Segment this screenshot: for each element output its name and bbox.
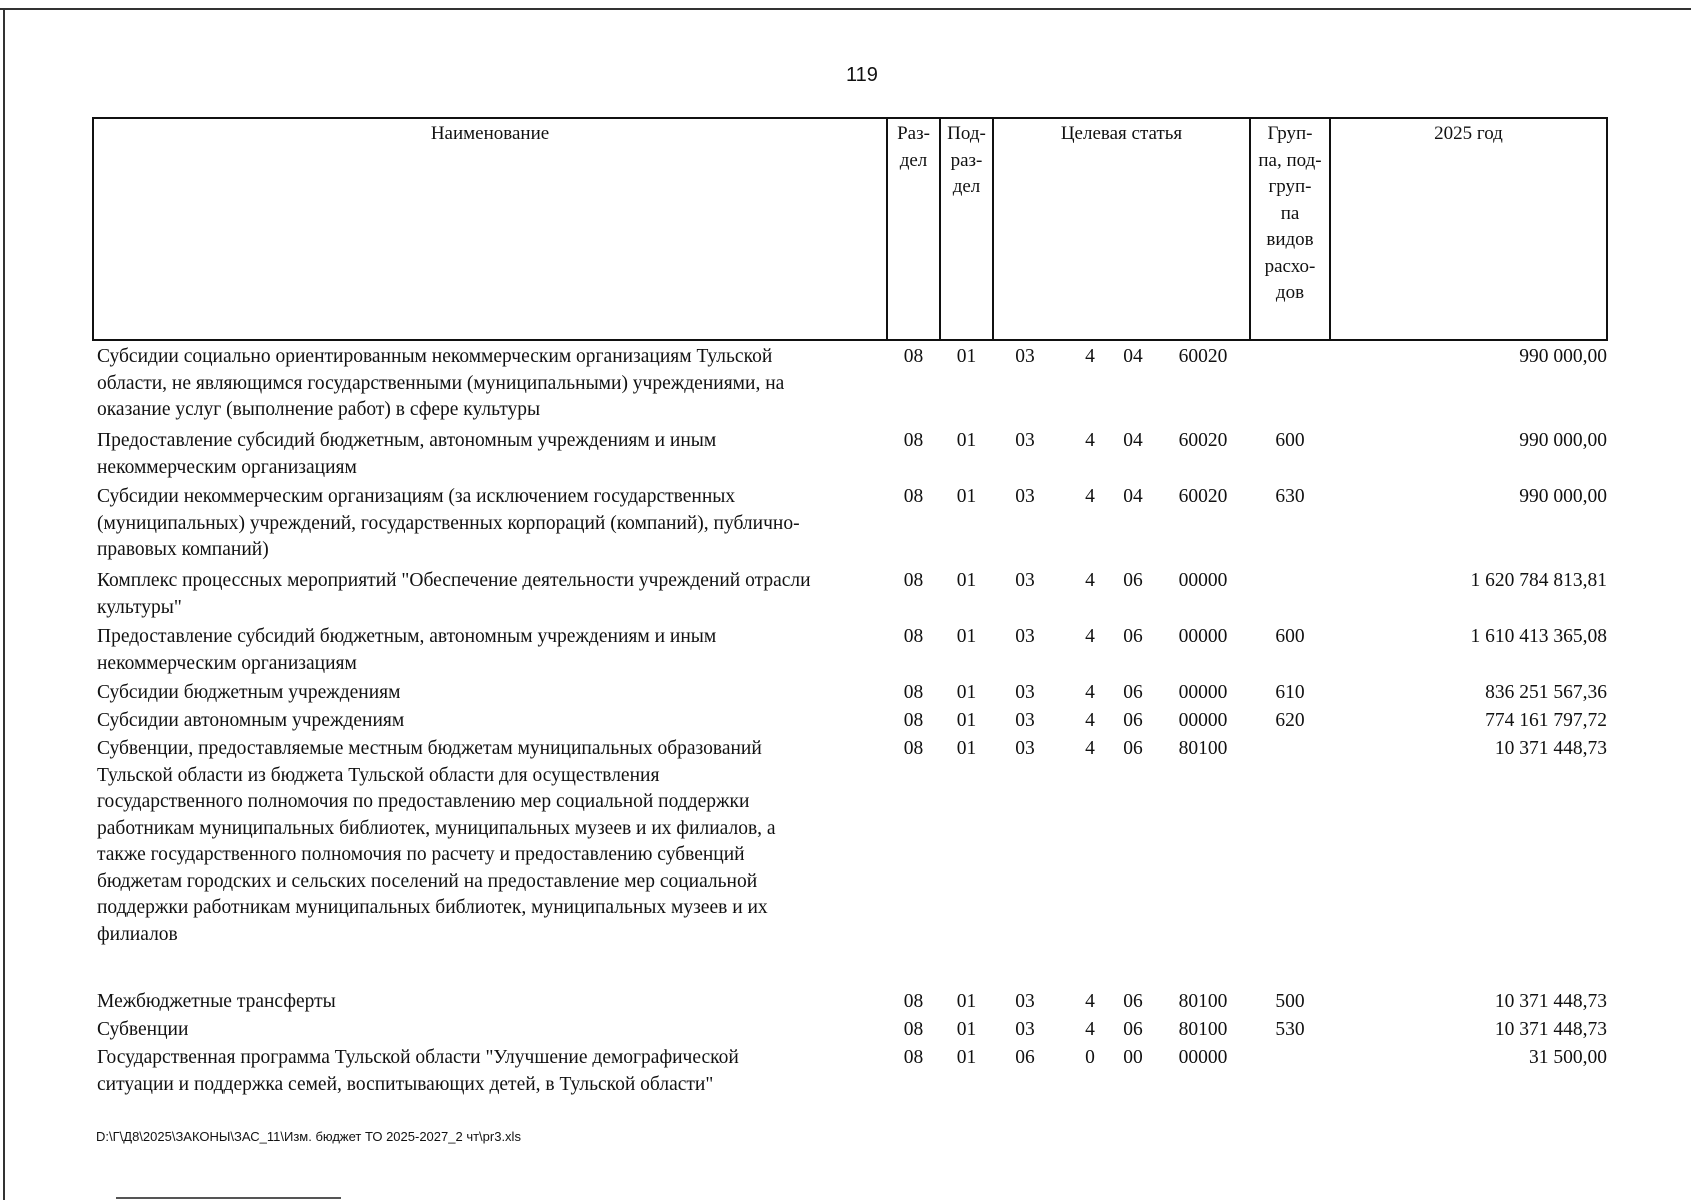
row-razdel: 08 <box>903 682 924 703</box>
row-name-line: правовых компаний) <box>97 539 269 560</box>
row-t2: 4 <box>1085 346 1095 367</box>
row-t4: 00000 <box>1178 570 1228 591</box>
row-name <box>97 428 882 481</box>
row-name-line: (муниципальных) учреждений, государственных корпораций (компаний), публично- <box>97 512 800 534</box>
row-group: 530 <box>1275 1019 1305 1040</box>
row-razdel: 08 <box>903 1047 924 1068</box>
row-t2: 4 <box>1085 430 1095 451</box>
row-razdel: 08 <box>903 346 924 367</box>
row-name <box>97 344 882 424</box>
row-t1: 03 <box>1015 1019 1035 1040</box>
row-podrazdel: 01 <box>956 682 977 703</box>
page-frame-left <box>3 8 5 1200</box>
row-name-line: оказание услуг (выполнение работ) в сфере культуры <box>97 399 541 420</box>
row-razdel: 08 <box>903 626 924 647</box>
header-year: 2025 год <box>1434 123 1503 144</box>
header-podrazdel: Под- раз- дел <box>947 123 986 197</box>
row-podrazdel: 01 <box>956 738 977 759</box>
row-t1: 03 <box>1015 991 1035 1012</box>
row-razdel: 08 <box>903 710 924 731</box>
row-t4: 00000 <box>1178 1047 1228 1068</box>
row-t2: 4 <box>1085 570 1095 591</box>
row-t3: 06 <box>1123 626 1143 647</box>
header-divider <box>992 117 994 341</box>
row-name-line: некоммерческим организациям <box>97 456 357 478</box>
row-t1: 03 <box>1015 682 1035 703</box>
row-razdel: 08 <box>903 486 924 507</box>
row-name <box>97 484 882 564</box>
row-name <box>97 708 882 735</box>
row-t1: 03 <box>1015 710 1035 731</box>
row-name <box>97 680 882 707</box>
row-name-line: филиалов <box>97 923 178 945</box>
row-t3: 06 <box>1123 991 1143 1012</box>
row-amount: 10 371 448,73 <box>1494 1019 1607 1040</box>
row-t1: 03 <box>1015 430 1035 451</box>
row-t2: 4 <box>1085 626 1095 647</box>
row-name-line: культуры" <box>97 596 182 618</box>
row-podrazdel: 01 <box>956 570 977 591</box>
row-name-line: Межбюджетные трансферты <box>97 991 336 1012</box>
row-t1: 03 <box>1015 570 1035 591</box>
row-t4: 80100 <box>1178 991 1228 1012</box>
row-t2: 4 <box>1085 682 1095 703</box>
row-t3: 00 <box>1123 1047 1143 1068</box>
file-path-footer: D:\Г\Д8\2025\ЗАКОНЫ\ЗАС_11\Изм. бюджет ТО 2025-2027_2 чт\pr3.xls <box>96 1129 521 1144</box>
row-name-line: Субвенции <box>97 1019 189 1040</box>
row-podrazdel: 01 <box>956 346 977 367</box>
row-t2: 4 <box>1085 1019 1095 1040</box>
row-t4: 60020 <box>1178 346 1228 367</box>
header-group: Груп- па, под- груп- па видов расхо- дов <box>1258 123 1322 303</box>
row-name-line: Предоставление субсидий бюджетным, автономным учреждениям и иным <box>97 626 717 647</box>
row-name-line: Субсидии социально ориентированным некоммерческим организациям Тульской <box>97 346 773 367</box>
row-t3: 06 <box>1123 570 1143 591</box>
row-name-line: также государственного полномочия по расчету и предоставлению субвенций <box>97 844 745 865</box>
row-t2: 4 <box>1085 710 1095 731</box>
row-t3: 04 <box>1123 430 1143 451</box>
row-t4: 80100 <box>1178 738 1228 759</box>
row-name-line: области, не являющимся государственными (муниципальными) учреждениями, на <box>97 372 785 394</box>
row-name-line: государственного полномочия по предоставлению мер социальной поддержки <box>97 791 750 812</box>
row-razdel: 08 <box>903 991 924 1012</box>
row-t3: 04 <box>1123 486 1143 507</box>
row-t1: 03 <box>1015 626 1035 647</box>
row-group: 500 <box>1275 991 1305 1012</box>
row-name-line: Субвенции, предоставляемые местным бюджетам муниципальных образований <box>97 738 762 759</box>
row-name <box>97 989 882 1016</box>
row-t1: 03 <box>1015 486 1035 507</box>
row-name-line: работникам муниципальных библиотек, муниципальных музеев и их филиалов, а <box>97 817 776 839</box>
row-name <box>97 568 882 621</box>
row-t3: 06 <box>1123 710 1143 731</box>
row-name-line: некоммерческим организациям <box>97 652 357 674</box>
row-amount: 10 371 448,73 <box>1494 991 1607 1012</box>
header-razdel: Раз- дел <box>897 123 930 171</box>
row-razdel: 08 <box>903 738 924 759</box>
page-number: 119 <box>846 64 878 86</box>
row-t4: 60020 <box>1178 430 1228 451</box>
row-t4: 60020 <box>1178 486 1228 507</box>
row-t3: 06 <box>1123 1019 1143 1040</box>
row-amount: 774 161 797,72 <box>1485 710 1607 731</box>
row-t4: 00000 <box>1178 710 1228 731</box>
row-group: 600 <box>1275 430 1305 451</box>
row-name-line: Субсидии бюджетным учреждениям <box>97 682 401 703</box>
row-name-line: Тульской области из бюджета Тульской области для осуществления <box>97 764 660 786</box>
row-amount: 1 620 784 813,81 <box>1470 570 1607 591</box>
row-t3: 06 <box>1123 682 1143 703</box>
row-name-line: Субсидии некоммерческим организациям (за исключением государственных <box>97 486 736 507</box>
row-amount: 31 500,00 <box>1529 1047 1607 1068</box>
header-name: Наименование <box>430 123 550 144</box>
row-t4: 80100 <box>1178 1019 1228 1040</box>
row-razdel: 08 <box>903 430 924 451</box>
row-razdel: 08 <box>903 570 924 591</box>
row-amount: 836 251 567,36 <box>1485 682 1607 703</box>
row-name <box>97 736 882 948</box>
row-amount: 990 000,00 <box>1519 346 1607 367</box>
row-t2: 4 <box>1085 486 1095 507</box>
row-t1: 06 <box>1015 1047 1035 1068</box>
row-podrazdel: 01 <box>956 1019 977 1040</box>
row-t3: 06 <box>1123 738 1143 759</box>
row-podrazdel: 01 <box>956 430 977 451</box>
row-group: 630 <box>1275 486 1305 507</box>
row-amount: 990 000,00 <box>1519 430 1607 451</box>
row-t1: 03 <box>1015 346 1035 367</box>
row-t4: 00000 <box>1178 626 1228 647</box>
row-name <box>97 1017 882 1044</box>
row-group: 610 <box>1275 682 1305 703</box>
row-t2: 0 <box>1085 1047 1095 1068</box>
row-name-line: Субсидии автономным учреждениям <box>97 710 405 731</box>
row-podrazdel: 01 <box>956 710 977 731</box>
row-name-line: Государственная программа Тульской области "Улучшение демографической <box>97 1047 739 1068</box>
row-name <box>97 624 882 677</box>
header-target: Целевая статья <box>1060 123 1183 144</box>
row-t2: 4 <box>1085 738 1095 759</box>
row-amount: 990 000,00 <box>1519 486 1607 507</box>
row-group: 600 <box>1275 626 1305 647</box>
row-amount: 1 610 413 365,08 <box>1470 626 1607 647</box>
row-podrazdel: 01 <box>956 486 977 507</box>
row-t4: 00000 <box>1178 682 1228 703</box>
row-t1: 03 <box>1015 738 1035 759</box>
row-name-line: Предоставление субсидий бюджетным, автономным учреждениям и иным <box>97 430 717 451</box>
row-razdel: 08 <box>903 1019 924 1040</box>
row-t2: 4 <box>1085 991 1095 1012</box>
row-podrazdel: 01 <box>956 1047 977 1068</box>
row-name-line: ситуации и поддержка семей, воспитывающих детей, в Тульской области" <box>97 1073 714 1095</box>
row-t3: 04 <box>1123 346 1143 367</box>
header-divider <box>1329 117 1331 341</box>
footer-rule <box>116 1197 341 1199</box>
row-amount: 10 371 448,73 <box>1494 738 1607 759</box>
row-group: 620 <box>1275 710 1305 731</box>
page-frame-top <box>0 8 1691 10</box>
row-name <box>97 1045 882 1098</box>
row-podrazdel: 01 <box>956 991 977 1012</box>
row-name-line: Комплекс процессных мероприятий "Обеспечение деятельности учреждений отрасли <box>97 570 811 591</box>
row-name-line: поддержки работникам муниципальных библиотек, муниципальных музеев и их <box>97 897 768 918</box>
row-podrazdel: 01 <box>956 626 977 647</box>
row-name-line: бюджетам городских и сельских поселений на предоставление мер социальной <box>97 870 758 892</box>
table-header <box>92 117 1608 341</box>
